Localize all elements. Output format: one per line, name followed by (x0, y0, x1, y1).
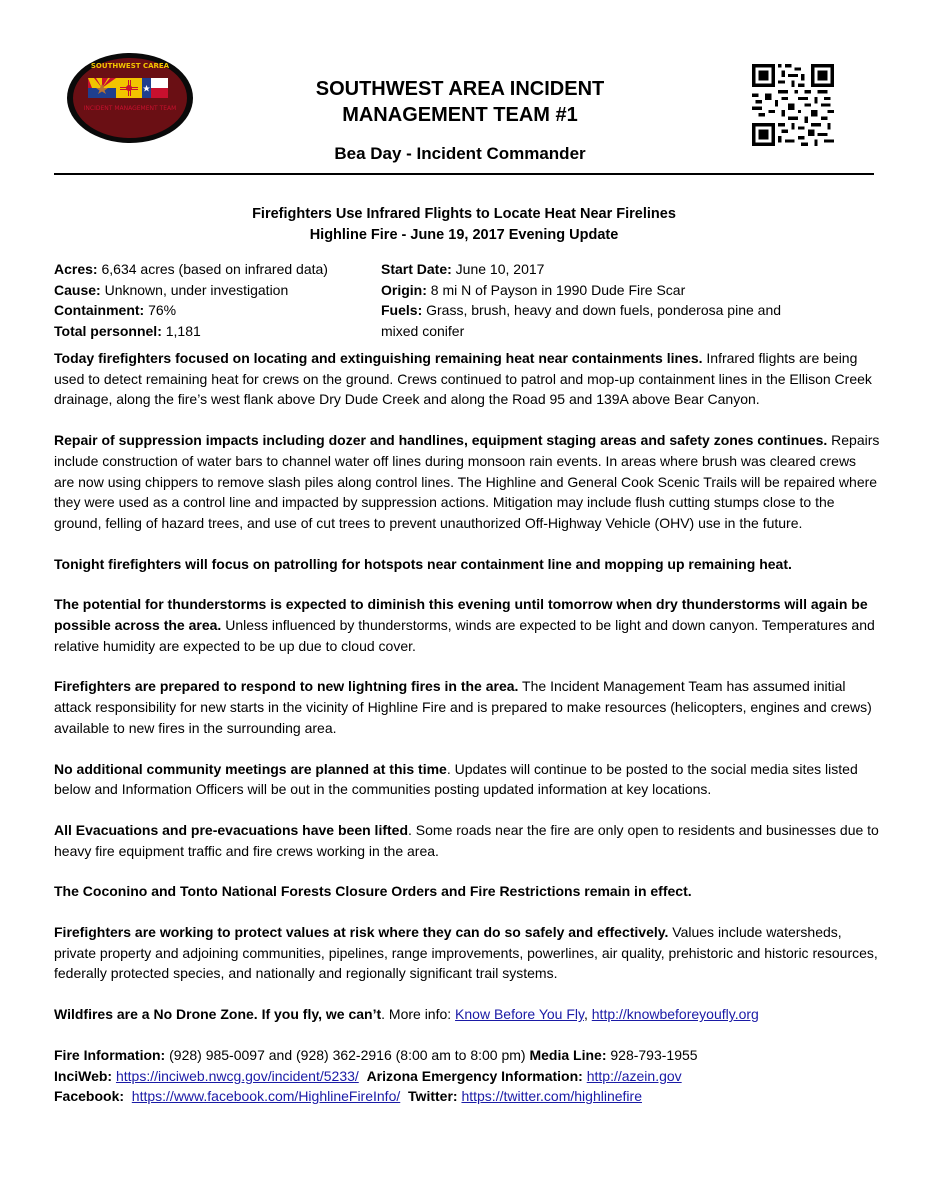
arizona-flag-icon (88, 78, 116, 98)
qr-code-icon (752, 64, 834, 146)
title-line-2: MANAGEMENT TEAM #1 (342, 104, 578, 126)
paragraph-values: Firefighters are working to protect values at risk where they can do so safely and effectively. Values include watersheds, private property and adjoining communities, pipelines, range improvements, powerlines, air quality, prehistoric and historic resources, federally protected species, and nationally and regionally significant trail systems. (54, 924, 878, 982)
fact-origin: Origin: 8 mi N of Payson in 1990 Dude Fire Scar (381, 281, 686, 298)
paragraph-heat: Today firefighters focused on locating and extinguishing remaining heat near containments lines. Infrared flights are being used to detect remaining heat for crews on the ground. Crews continued to patrol and mop-up containment lines in the Ellison Creek drainage, along the fire’s west flank above Dry Dude Creek and along the Road 95 and 139A above Bear Canyon. (54, 350, 872, 408)
title-line-1: SOUTHWEST AREA INCIDENT (315, 78, 605, 100)
paragraph-tonight: Tonight firefighters will focus on patrolling for hotspots near containment line and mopping up remaining heat. (54, 555, 792, 572)
fact-fuels: Fuels: Grass, brush, heavy and down fuels, ponderosa pine and mixed conifer (381, 302, 782, 339)
contact-inciweb: InciWeb: https://inciweb.nwcg.gov/incident/5233/ Arizona Emergency Information: http://azein.gov (54, 1067, 682, 1084)
logo-text-top: SOUTHWEST CAREA (90, 62, 170, 70)
update-body (54, 348, 880, 1107)
paragraph-lightning: Firefighters are prepared to respond to new lightning fires in the area. The Incident Management Team has assumed initial attack responsibility for new starts in the vicinity of Highline Fire and is prepared to make resources (helicopters, engines and crews) available to new fires in the surrounding area. (54, 678, 872, 736)
paragraph-evacuations: All Evacuations and pre-evacuations have been lifted. Some roads near the fire are only open to residents and businesses due to heavy fire equipment traffic and fire crews working in the area. (54, 821, 879, 859)
fact-personnel: Total personnel: 1,181 (54, 322, 201, 339)
logo-text-bottom: INCIDENT MANAGEMENT TEAM (83, 105, 177, 112)
paragraph-repair: Repair of suppression impacts including dozer and handlines, equipment staging areas and safety zones continues. Repairs include construction of water bars to channel water off lines during monsoon rain events. In areas where brush was cleared crews are now using chippers to remove slash piles along control lines. The Highline and General Cook Scenic Trails will be repaired where they were used as a control line and impacted by suppression actions. Mitigation may include flush cutting stumps close to the ground, felling of hazard trees, and use of cut trees to prevent unauthorized Off-Highway Vehicle (OHV) use in the future. (54, 432, 880, 531)
contact-social: Facebook: https://www.facebook.com/HighlineFireInfo/ Twitter: https://twitter.com/highlinefire (54, 1088, 642, 1105)
fact-cause: Cause: Unknown, under investigation (54, 281, 289, 298)
fact-containment: Containment: 76% (54, 302, 177, 318)
fire-facts-left (54, 259, 374, 341)
facebook-link[interactable]: https://www.facebook.com/HighlineFireInfo/ (131, 1088, 401, 1105)
header-divider (54, 173, 874, 175)
paragraph-drones: Wildfires are a No Drone Zone. If you fly, we can’t. More info: Know Before You Fly, http://knowbeforeyoufly.org (54, 1006, 759, 1023)
know-before-you-fly-link[interactable]: Know Before You Fly (455, 1006, 584, 1023)
azein-link[interactable]: http://azein.gov (586, 1067, 682, 1084)
knowbeforeyoufly-url-link[interactable]: http://knowbeforeyoufly.org (591, 1006, 759, 1023)
twitter-link[interactable]: https://twitter.com/highlinefire (461, 1088, 642, 1105)
paragraph-meetings: No additional community meetings are planned at this time. Updates will continue to be posted to the social media sites listed below and Information Officers will be out in the communities posting updated information at key locations. (54, 760, 858, 798)
organization-title (280, 76, 640, 128)
fact-start-date: Start Date: June 10, 2017 (381, 261, 545, 277)
contact-fire-info: Fire Information: (928) 985-0097 and (928) 362-2916 (8:00 am to 8:00 pm) Media Line: 928-793-1955 (54, 1046, 698, 1063)
inciweb-link[interactable]: https://inciweb.nwcg.gov/incident/5233/ (115, 1067, 359, 1084)
fire-facts-right (381, 259, 801, 341)
new-mexico-flag-icon (116, 78, 142, 98)
fact-acres: Acres: 6,634 acres (based on infrared data) (54, 261, 328, 277)
incident-commander: Bea Day - Incident Commander (334, 144, 586, 163)
paragraph-closures: The Coconino and Tonto National Forests Closure Orders and Fire Restrictions remain in effect. (54, 883, 692, 900)
paragraph-weather: The potential for thunderstorms is expected to diminish this evening until tomorrow when dry thunderstorms will again be possible across the area. Unless influenced by thunderstorms, winds are expected to be light and down canyon. Temperatures and relative humidity are expected to be up due to cloud cover. (54, 596, 875, 654)
headline-subtitle: Highline Fire - June 19, 2017 Evening Update (309, 227, 619, 243)
headline-title: Firefighters Use Infrared Flights to Locate Heat Near Firelines (252, 206, 676, 222)
headline (54, 204, 874, 246)
team-logo (66, 52, 194, 144)
texas-flag-icon (142, 78, 168, 98)
